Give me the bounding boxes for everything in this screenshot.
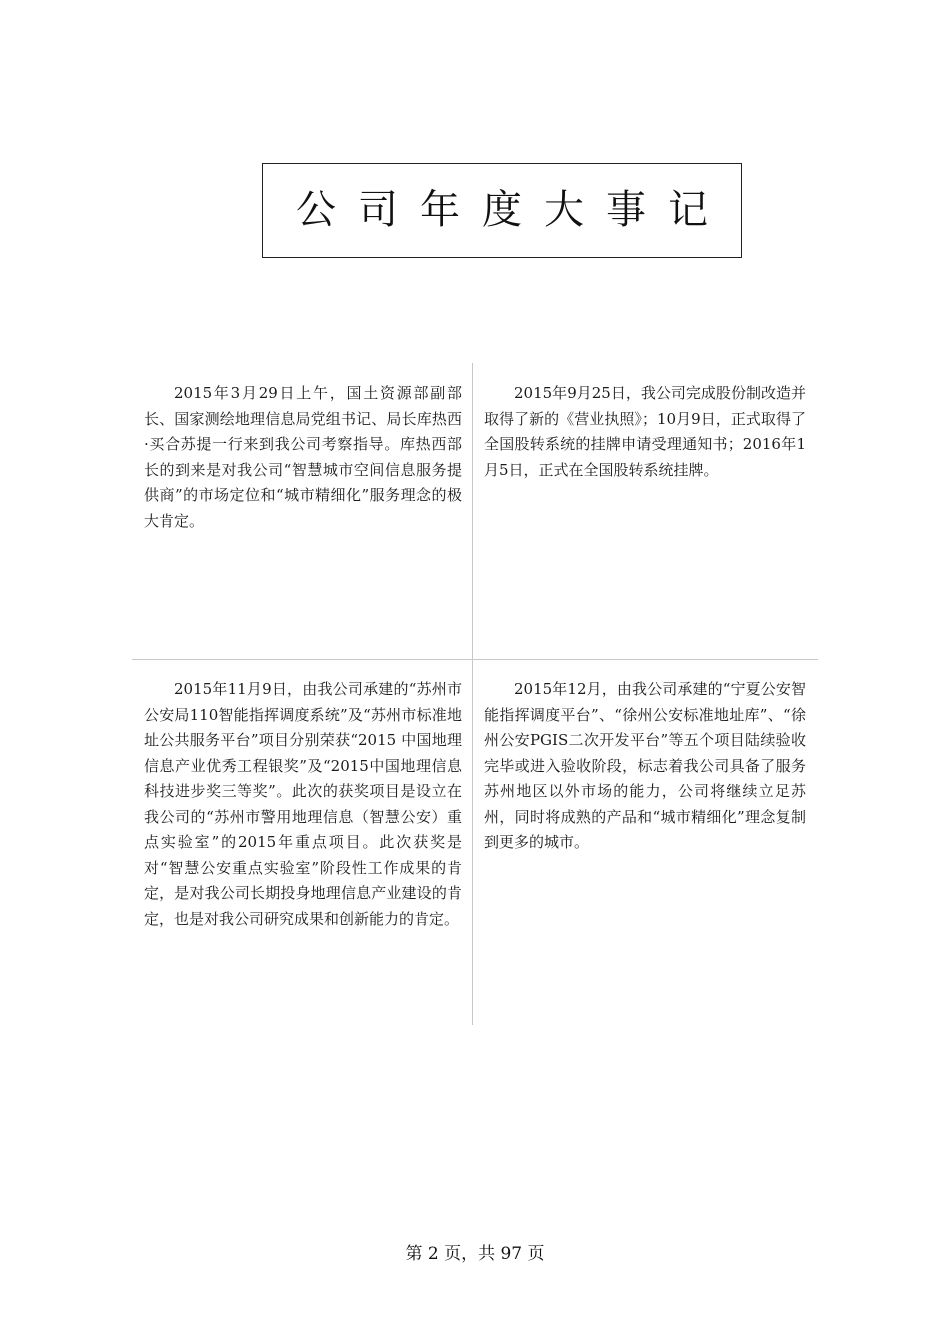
title-box <box>262 163 742 258</box>
event-cell-3 <box>144 677 462 932</box>
event-cell-4 <box>484 677 806 856</box>
page-title: 公司年度大事记 <box>296 187 730 233</box>
event-text-2: 2015年9月25日，我公司完成股份制改造并取得了新的《营业执照》；10月9日，正式取得了全国股转系统的挂牌申请受理通知书；2016年1月5日，正式在全国股转系统挂牌。 <box>484 384 806 479</box>
event-cell-1 <box>144 381 462 534</box>
grid-divider-vertical-bottom <box>472 660 473 1025</box>
event-text-4: 2015年12月，由我公司承建的“宁夏公安智能指挥调度平台”、“徐州公安标准地址库”、“徐州公安PGIS二次开发平台”等五个项目陆续验收完毕或进入验收阶段，标志着我公司具备了服务苏州地区以外市场的能力，公司将继续立足苏州，同时将成熟的产品和“城市精细化”理念复制到更多的城市。 <box>484 680 806 851</box>
event-cell-2 <box>484 381 806 483</box>
event-text-3: 2015年11月9日，由我公司承建的“苏州市公安局110智能指挥调度系统”及“苏州市标准地址公共服务平台”项目分别荣获“2015 中国地理信息产业优秀工程银奖”及“2015中国地理信息科技进步奖三等奖”。此次的获奖项目是设立在我公司的“苏州市警用地理信息（智慧公安）重点实验室”的2015年重点项目。此次获奖是对“智慧公安重点实验室”阶段性工作成果的肯定，是对我公司长期投身地理信息产业建设的肯定，也是对我公司研究成果和创新能力的肯定。 <box>144 680 462 928</box>
event-text-1: 2015年3月29日上午，国土资源部副部长、国家测绘地理信息局党组书记、局长库热西·买合苏提一行来到我公司考察指导。库热西部长的到来是对我公司“智慧城市空间信息服务提供商”的市场定位和“城市精细化”服务理念的极大肯定。 <box>144 384 462 530</box>
page-footer: 第 2 页，共 97 页 <box>405 1244 545 1264</box>
grid-divider-vertical-top <box>472 363 473 659</box>
grid-divider-horizontal <box>132 659 818 660</box>
